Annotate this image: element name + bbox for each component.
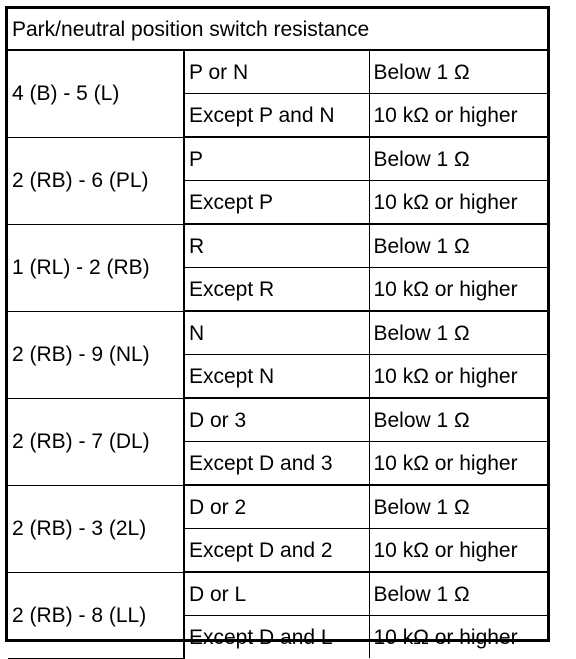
resistance-value-cell: 10 kΩ or higher — [369, 94, 547, 138]
shift-position-cell: P — [184, 137, 369, 181]
terminal-cell: 1 (RL) - 2 (RB) — [8, 224, 184, 311]
shift-position-cell: Except D and 3 — [184, 442, 369, 486]
table-row — [8, 137, 547, 181]
table-row — [8, 50, 547, 94]
shift-position-cell: Except N — [184, 355, 369, 399]
shift-position-cell: Except P and N — [184, 94, 369, 138]
resistance-table — [8, 9, 547, 659]
table-row — [8, 224, 547, 268]
title-row — [8, 9, 547, 50]
table-row — [8, 572, 547, 616]
resistance-value-cell: 10 kΩ or higher — [369, 442, 547, 486]
terminal-cell: 2 (RB) - 6 (PL) — [8, 137, 184, 224]
resistance-value-cell: Below 1 Ω — [369, 224, 547, 268]
shift-position-cell: D or L — [184, 572, 369, 616]
shift-position-cell: P or N — [184, 50, 369, 94]
resistance-spec-sheet — [5, 6, 550, 649]
shift-position-cell: N — [184, 311, 369, 355]
table-title: Park/neutral position switch resistance — [8, 9, 547, 50]
shift-position-cell: R — [184, 224, 369, 268]
resistance-value-cell: Below 1 Ω — [369, 137, 547, 181]
resistance-table-body — [8, 9, 547, 658]
resistance-value-cell: 10 kΩ or higher — [369, 268, 547, 312]
resistance-value-cell: Below 1 Ω — [369, 398, 547, 442]
terminal-cell: 2 (RB) - 8 (LL) — [8, 572, 184, 658]
resistance-value-cell: 10 kΩ or higher — [369, 181, 547, 225]
resistance-value-cell: 10 kΩ or higher — [369, 355, 547, 399]
table-row — [8, 485, 547, 529]
resistance-value-cell: Below 1 Ω — [369, 50, 547, 94]
shift-position-cell: Except R — [184, 268, 369, 312]
table-row — [8, 398, 547, 442]
shift-position-cell: Except P — [184, 181, 369, 225]
resistance-value-cell: Below 1 Ω — [369, 311, 547, 355]
terminal-cell: 4 (B) - 5 (L) — [8, 50, 184, 137]
shift-position-cell: Except D and L — [184, 616, 369, 659]
terminal-cell: 2 (RB) - 9 (NL) — [8, 311, 184, 398]
resistance-value-cell: 10 kΩ or higher — [369, 529, 547, 573]
resistance-value-cell: Below 1 Ω — [369, 485, 547, 529]
resistance-value-cell: Below 1 Ω — [369, 572, 547, 616]
table-row — [8, 311, 547, 355]
terminal-cell: 2 (RB) - 7 (DL) — [8, 398, 184, 485]
shift-position-cell: D or 3 — [184, 398, 369, 442]
terminal-cell: 2 (RB) - 3 (2L) — [8, 485, 184, 572]
shift-position-cell: D or 2 — [184, 485, 369, 529]
resistance-value-cell: 10 kΩ or higher — [369, 616, 547, 659]
shift-position-cell: Except D and 2 — [184, 529, 369, 573]
